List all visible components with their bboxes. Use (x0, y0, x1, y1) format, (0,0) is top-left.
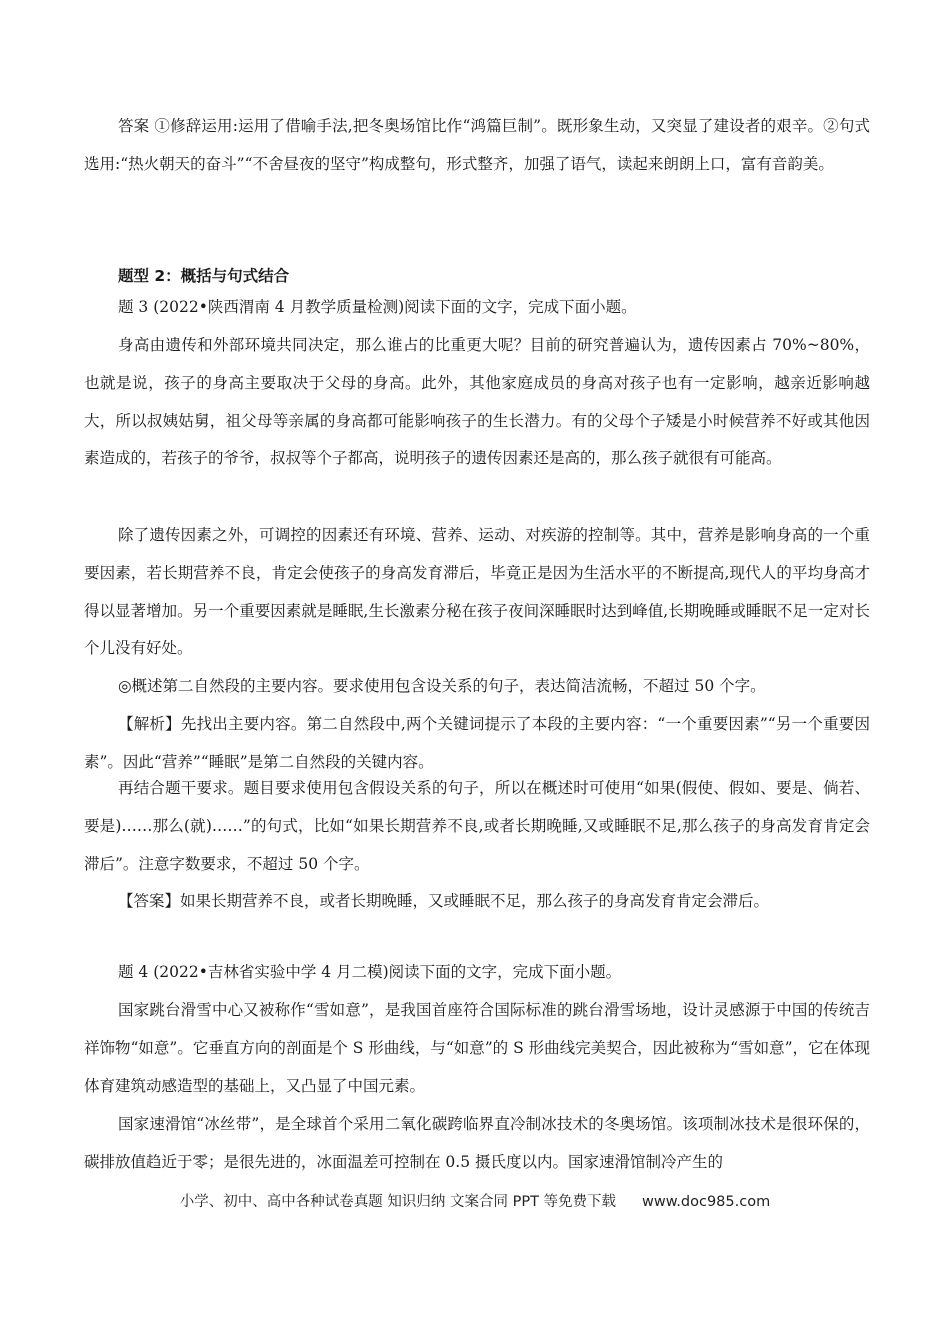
question-3-prompt: ◎概述第二自然段的主要内容。要求使用包含设关系的句子，表达简洁流畅，不超过 50 个字。 (118, 677, 766, 695)
question-3-analysis-1: 【解析】先找出主要内容。第二自然段中,两个关键词提示了本段的主要内容：“一个重要因素”“另一个重要因素”。因此“营养”“睡眠”是第二自然段的关键内容。 (84, 715, 870, 771)
question-3-answer: 【答案】如果长期营养不良，或者长期晚睡，又或睡眠不足，那么孩子的身高发育肯定会滞后。 (118, 892, 770, 910)
question-3-analysis-2: 再结合题干要求。题目要求使用包含假设关系的句子，所以在概述时可使用“如果(假使、假如、要是、倘若、要是)……那么(就)……”的句式，比如“如果长期营养不良,或者长期晚睡,又或睡眠不足,那么孩子的身高发育肯定会滞后”。注意字数要求，不超过 50 个字。 (84, 779, 870, 873)
section-heading: 题型 2：概括与句式结合 (118, 267, 290, 285)
question-4-paragraph-2: 国家速滑馆“冰丝带”，是全球首个采用二氧化碳跨临界直冷制冰技术的冬奥场馆。该项制冰技术是很环保的，碳排放值趋近于零；是很先进的，冰面温差可控制在 0.5 摄氏度以内。国家速滑馆制冷产生的 (84, 1115, 870, 1171)
question-4-paragraph-1: 国家跳台滑雪中心又被称作“雪如意”，是我国首座符合国际标准的跳台滑雪场地，设计灵感源于中国的传统吉祥饰物“如意”。它垂直方向的剖面是个 S 形曲线，与“如意”的 S 形曲线完美契合，因此被称为“雪如意”，它在体现体育建筑动感造型的基础上，又凸显了中国元素。 (84, 1001, 870, 1095)
question-4-title: 题 4 (2022•吉林省实验中学 4 月二模)阅读下面的文字，完成下面小题。 (118, 963, 622, 981)
footer-text: 小学、初中、高中各种试卷真题 知识归纳 文案合同 PPT 等免费下载 (179, 1194, 617, 1210)
question-3-title: 题 3 (2022•陕西渭南 4 月教学质量检测)阅读下面的文字，完成下面小题。 (118, 298, 637, 316)
page-footer (0, 1190, 950, 1211)
question-3-paragraph-1: 身高由遗传和外部环境共同决定，那么谁占的比重更大呢？目前的研究普遍认为，遗传因素占 70%~80%，也就是说，孩子的身高主要取决于父母的身高。此外，其他家庭成员的身高对孩子也有一定影响，越亲近影响越大，所以叔姨姑舅，祖父母等亲属的身高都可能影响孩子的生长潜力。有的父母个子矮是小时候营养不好或其他因素造成的，若孩子的爷爷，叔叔等个子都高，说明孩子的遗传因素还是高的，那么孩子就很有可能高。 (84, 336, 870, 468)
question-3-paragraph-2: 除了遗传因素之外，可调控的因素还有环境、营养、运动、对疾游的控制等。其中，营养是影响身高的一个重要因素，若长期营养不良，肯定会使孩子的身高发育滞后，毕竟正是因为生活水平的不断提高,现代人的平均身高才得以显著增加。另一个重要因素就是睡眠,生长激素分秘在孩子夜间深睡眠时达到峰值,长期晚睡或睡眠不足一定对长个儿没有好处。 (84, 526, 870, 658)
answer-paragraph-q2: 答案 ①修辞运用:运用了借喻手法,把冬奥场馆比作“鸿篇巨制”。既形象生动，又突显了建设者的艰辛。②句式选用:“热火朝天的奋斗”“不舍昼夜的坚守”构成整句，形式整齐，加强了语气，读起来朗朗上口，富有音韵美。 (84, 117, 870, 173)
footer-url[interactable]: www.doc985.com (642, 1194, 771, 1210)
